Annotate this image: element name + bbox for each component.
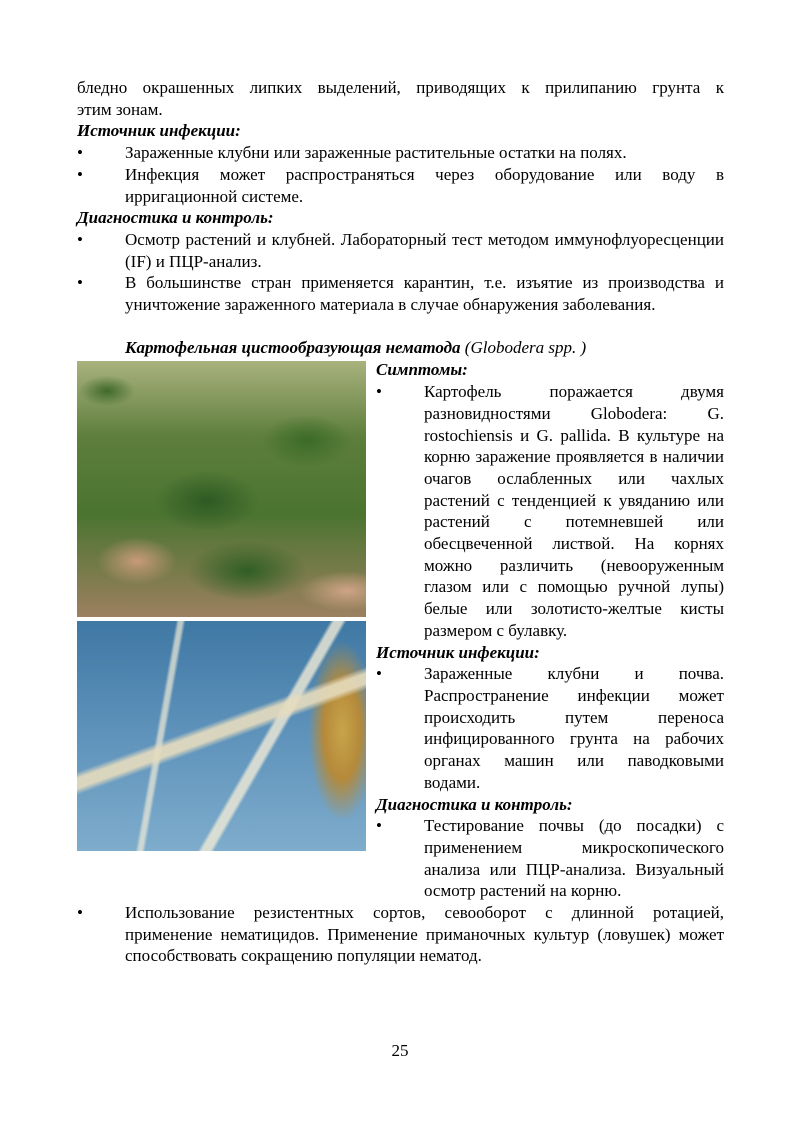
section2-source-heading: Источник инфекции: bbox=[376, 642, 540, 662]
section2-body bbox=[77, 359, 724, 902]
bullet-marker: • bbox=[376, 816, 382, 836]
page-content bbox=[77, 77, 724, 967]
bullet-marker: • bbox=[77, 273, 83, 293]
section1-source-heading: Источник инфекции: bbox=[77, 121, 241, 141]
text-column bbox=[376, 359, 724, 902]
bullet-text: Картофель поражается двумя разновидностями Globodera: G. rostochiensis и G. pallida. В культуре на корню заражение проявляется в наличии очагов ослабленных или чахлых растений с тенденцией к увяданию или растений с потемневшей или обесцвеченной листвой. На корнях можно различить (невооруженным глазом или с помощью ручной лупы) белые или золотисто-желтые кисты размером с булавку. bbox=[424, 382, 724, 640]
bullet-marker: • bbox=[376, 664, 382, 684]
intro-line-1: бледно окрашенных липких выделений, приводящих к прилипанию грунта к bbox=[77, 78, 724, 97]
bullet-text: Использование резистентных сортов, севооборот с длинной ротацией, применение нематицидов. Применение приманочных культур (ловушек) может способствовать сокращению популяции нематод. bbox=[125, 903, 724, 966]
potato-field-photo bbox=[77, 361, 366, 617]
bullet-text: Зараженные клубни и почва. Распространение инфекции может происходить путем переноса инфицированного грунта на рабочих органах машин или паводковыми водами. bbox=[424, 664, 724, 792]
section1-source-bullet-2 bbox=[77, 164, 724, 207]
photo-column bbox=[77, 359, 366, 902]
section1-diag-heading: Диагностика и контроль: bbox=[77, 208, 274, 228]
section1-diag-bullet-1 bbox=[77, 229, 724, 272]
bullet-text: Зараженные клубни или зараженные растительные остатки на полях. bbox=[125, 143, 627, 163]
symptoms-heading: Симптомы: bbox=[376, 360, 468, 380]
bullet-text: Тестирование почвы (до посадки) с применением микроскопического анализа или ПЦР-анализа. Визуальный осмотр растений на корню. bbox=[424, 816, 724, 901]
nematode-roots-photo bbox=[77, 621, 366, 851]
section2-title bbox=[77, 337, 724, 359]
section2-diag-heading: Диагностика и контроль: bbox=[376, 794, 573, 814]
section2-title-text: Картофельная цистообразующая нематода bbox=[125, 337, 461, 357]
bullet-text: Осмотр растений и клубней. Лабораторный тест методом иммунофлуоресценции (IF) и ПЦР-анализ. bbox=[125, 229, 724, 271]
page-number: 25 bbox=[391, 1041, 409, 1060]
section2-diag-bullet bbox=[376, 815, 724, 902]
bullet-marker: • bbox=[77, 143, 83, 163]
bullet-marker: • bbox=[376, 382, 382, 402]
section1-source-bullet-1 bbox=[77, 142, 724, 164]
section2-last-bullet bbox=[77, 902, 724, 967]
bullet-marker: • bbox=[77, 903, 83, 923]
bullet-marker: • bbox=[77, 164, 83, 184]
section2-source-bullet bbox=[376, 663, 724, 793]
bullet-marker: • bbox=[77, 229, 83, 249]
section1-diag-bullet-2 bbox=[77, 272, 724, 315]
bullet-text: Инфекция может распространяться через оборудование или воду в ирригационной системе. bbox=[125, 164, 724, 206]
bullet-text: В большинстве стран применяется карантин, т.е. изъятие из производства и уничтожение зараженного материала в случае обнаружения заболевания. bbox=[125, 273, 724, 315]
symptoms-bullet bbox=[376, 381, 724, 641]
section2-title-latin: (Globodera spp. ) bbox=[464, 337, 587, 357]
intro-line-2: этим зонам. bbox=[77, 99, 163, 119]
